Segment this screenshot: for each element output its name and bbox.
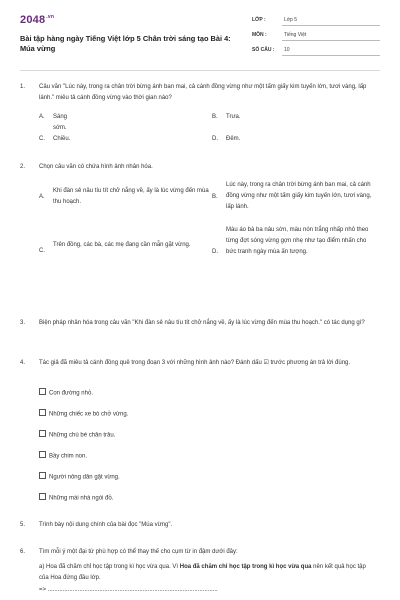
header-divider: [20, 70, 380, 71]
checkbox-icon[interactable]: [39, 430, 46, 437]
checkbox-icon[interactable]: [39, 409, 46, 416]
q4-item-5[interactable]: Người nông dân gặt vừng.: [39, 472, 120, 484]
checkbox-icon[interactable]: [39, 388, 46, 395]
q6-part-a: a) Hoa đã chăm chỉ học tập trong kì học vừa qua. Vì Hoa đã chăm chỉ học tập trong kì học vừa qua nên kết quả học tập của Hoa đứng đầu lớp.: [39, 564, 366, 581]
site-logo[interactable]: $2048^{.vn}$: [20, 14, 55, 26]
q4-item-4[interactable]: Bầy chim non.: [39, 451, 87, 463]
q4-item-6[interactable]: Những mái nhà ngói đỏ.: [39, 493, 113, 505]
q4-item-3[interactable]: Những chú bé chăn trâu.: [39, 430, 115, 442]
q6-answer-line[interactable]: => ......................................................................................................: [39, 587, 218, 593]
checkbox-icon[interactable]: [39, 451, 46, 458]
worksheet-page: $2048^{.vn}$ Bài tập hàng ngày Tiếng Việt lớp 5 Chân trời sáng tạo Bài 4: Múa vừng LỚP : Lớp 5 MÔN : Tiếng Việt SỐ CÂU : 10 1. Câu văn "Lúc này, trong ra chân trời bừng ánh ban mai, cả cánh đồng vừng như một tấm giấy kim tuyến lớn, tươi vàng, lấp lánh." miêu tả cánh đồng vừng vào thời gian nào? A. Sáng sớm. B. Trưa. C. Chiều. D. Đêm. 2. Chọn câu văn có chứa hình ảnh nhân hóa. A. Khi đàn sẻ nâu tíu tít chở nắng về, ấy là lúc vừng đến mùa thu hoạch. B. Lúc này, trong ra chân trời bừng ánh ban mai, cả cánh đồng vừng như một tấm giấy kim tuyến lớn, tươi vàng, lấp lánh. C. Trên đồng, các bà, các mẹ đang cần mẫn gặt vừng. D. Màu áo bà ba nâu sờn, màu nón trắng nhấp nhô theo từng đợt sóng vừng gợn nhẹ như tạo điểm nhấn cho bức tranh ngày mùa ấn tượng. 3. Biện pháp nhân hóa trong câu văn "Khi đàn sẻ nâu tíu tít chở nắng về, ấy là lúc vừng đến mùa thu hoạch." có tác dụng gì? 4. Tác giả đã miêu tả cánh đồng quê trong đoạn 3 với những hình ảnh nào? Đánh dấu ☑ trước phương án trả lời đúng. Con đường nhỏ. Những chiếc xe bò chở vừng. Những chú bé chăn trâu. Bầy chim non. Người nông dân gặt vừng. Những mái nhà ngói đỏ. 5. Trình bày nội dung chính của bài đọc "Múa vừng". 6. Tìm mỗi ý một đại từ phù hợp có thể thay thế cho cụm từ in đậm dưới đây: a) Hoa đã chăm chỉ học tập trong kì học vừa qua. Vì Hoa đã chăm chỉ học tập trong kì học vừa qua nên kết quả học tập của Hoa đứng đầu lớp. => ......................................................................................................: [0, 0, 400, 600]
worksheet-title: Bài tập hàng ngày Tiếng Việt lớp 5 Chân trời sáng tạo Bài 4: Múa vừng: [20, 34, 231, 53]
checkbox-icon[interactable]: [39, 472, 46, 479]
q4-item-1[interactable]: Con đường nhỏ.: [39, 388, 93, 400]
checkbox-icon[interactable]: [39, 493, 46, 500]
q4-item-2[interactable]: Những chiếc xe bò chở vừng.: [39, 409, 128, 421]
